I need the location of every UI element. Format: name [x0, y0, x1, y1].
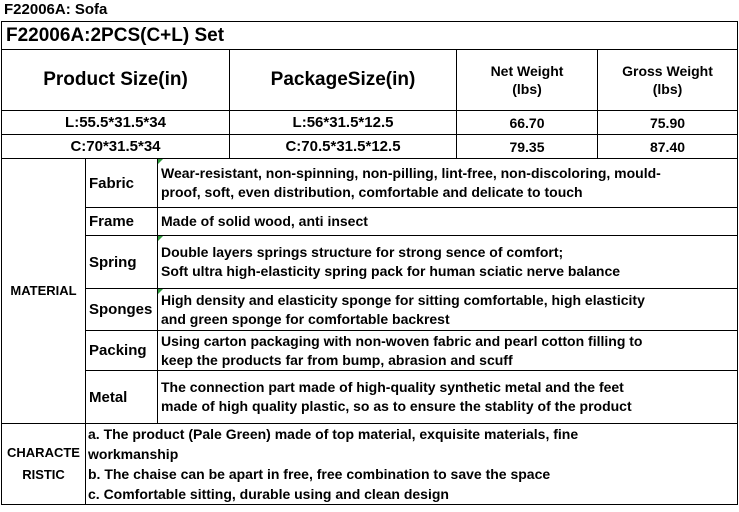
- gross-weight-cell: 75.90: [598, 111, 738, 135]
- desc-line: Using carton packaging with non-woven fabric and pearl cotton filling to: [161, 332, 643, 349]
- material-row-fabric: [2, 159, 738, 208]
- characteristic-desc: [86, 424, 738, 505]
- product-size-cell: C:70*31.5*34: [2, 135, 230, 159]
- material-desc: [158, 208, 738, 236]
- desc-line: The connection part made of high-quality synthetic metal and the feet: [161, 379, 624, 395]
- desc-line: Soft ultra high-elasticity spring pack for human sciatic nerve balance: [161, 263, 621, 279]
- package-size-cell: L:56*31.5*12.5: [230, 111, 457, 135]
- gross-weight-label: Gross Weight: [622, 63, 713, 79]
- desc-line: Double layers springs structure for strong sence of comfort;: [161, 244, 564, 260]
- material-row-metal: [2, 371, 738, 424]
- table-row: [2, 135, 738, 159]
- set-title-row: [2, 22, 738, 50]
- material-name: Frame: [86, 208, 158, 236]
- material-desc: [158, 371, 738, 424]
- desc-line: c. Comfortable sitting, durable using and clean design: [88, 486, 449, 502]
- set-title: F22006A:2PCS(C+L) Set: [2, 22, 738, 50]
- net-weight-unit: (lbs): [512, 81, 542, 97]
- material-row-packing: [2, 331, 738, 371]
- desc-line: b. The chaise can be apart in free, free combination to save the space: [88, 466, 551, 482]
- product-size-cell: L:55.5*31.5*34: [2, 111, 230, 135]
- gross-weight-cell: 87.40: [598, 135, 738, 159]
- characteristic-row: [2, 424, 738, 505]
- desc-line: keep the products far from bump, abrasion and scuff: [161, 351, 513, 368]
- material-row-sponges: [2, 289, 738, 331]
- desc-line: Made of solid wood, anti insect: [161, 213, 368, 229]
- gross-weight-unit: (lbs): [652, 81, 683, 97]
- cell-marker-icon: [158, 159, 163, 164]
- desc-line: Wear-resistant, non-spinning, non-pilling, lint-free, non-discoloring, mould-: [161, 165, 661, 181]
- material-row-spring: [2, 236, 738, 289]
- net-weight-cell: 79.35: [457, 135, 598, 159]
- desc-line: workmanship: [88, 446, 179, 462]
- net-weight-cell: 66.70: [457, 111, 598, 135]
- material-name: Packing: [86, 331, 158, 371]
- table-row: [2, 111, 738, 135]
- desc-line: made of high quality plastic, so as to ensure the stablity of the product: [161, 398, 632, 414]
- desc-line: proof, soft, even distribution, comfortable and delicate to touch: [161, 184, 583, 200]
- label-line: CHARACTE: [7, 445, 80, 460]
- material-desc: [158, 331, 738, 371]
- material-name: Sponges: [86, 289, 158, 331]
- material-name: Fabric: [86, 159, 158, 208]
- material-desc: [158, 236, 738, 289]
- gross-weight-header: [598, 50, 738, 111]
- header-row: [2, 50, 738, 111]
- material-name: Spring: [86, 236, 158, 289]
- label-line: RISTIC: [22, 467, 65, 482]
- desc-line: and green sponge for comfortable backrest: [161, 310, 450, 327]
- cell-marker-icon: [158, 289, 163, 294]
- material-name: Metal: [86, 371, 158, 424]
- material-row-frame: [2, 208, 738, 236]
- desc-line: High density and elasticity sponge for sitting comfortable, high elasticity: [161, 291, 645, 308]
- material-label: MATERIAL: [2, 159, 86, 424]
- package-size-header: PackageSize(in): [230, 50, 457, 111]
- characteristic-label: [2, 424, 86, 505]
- net-weight-header: [457, 50, 598, 111]
- material-desc: [158, 159, 738, 208]
- sheet-title: F22006A: Sofa: [4, 1, 108, 18]
- package-size-cell: C:70.5*31.5*12.5: [230, 135, 457, 159]
- net-weight-label: Net Weight: [490, 63, 564, 79]
- spec-table: [1, 21, 738, 505]
- product-size-header: Product Size(in): [2, 50, 230, 111]
- material-desc: [158, 289, 738, 331]
- desc-line: a. The product (Pale Green) made of top material, exquisite materials, fine: [88, 426, 579, 442]
- cell-marker-icon: [158, 236, 163, 241]
